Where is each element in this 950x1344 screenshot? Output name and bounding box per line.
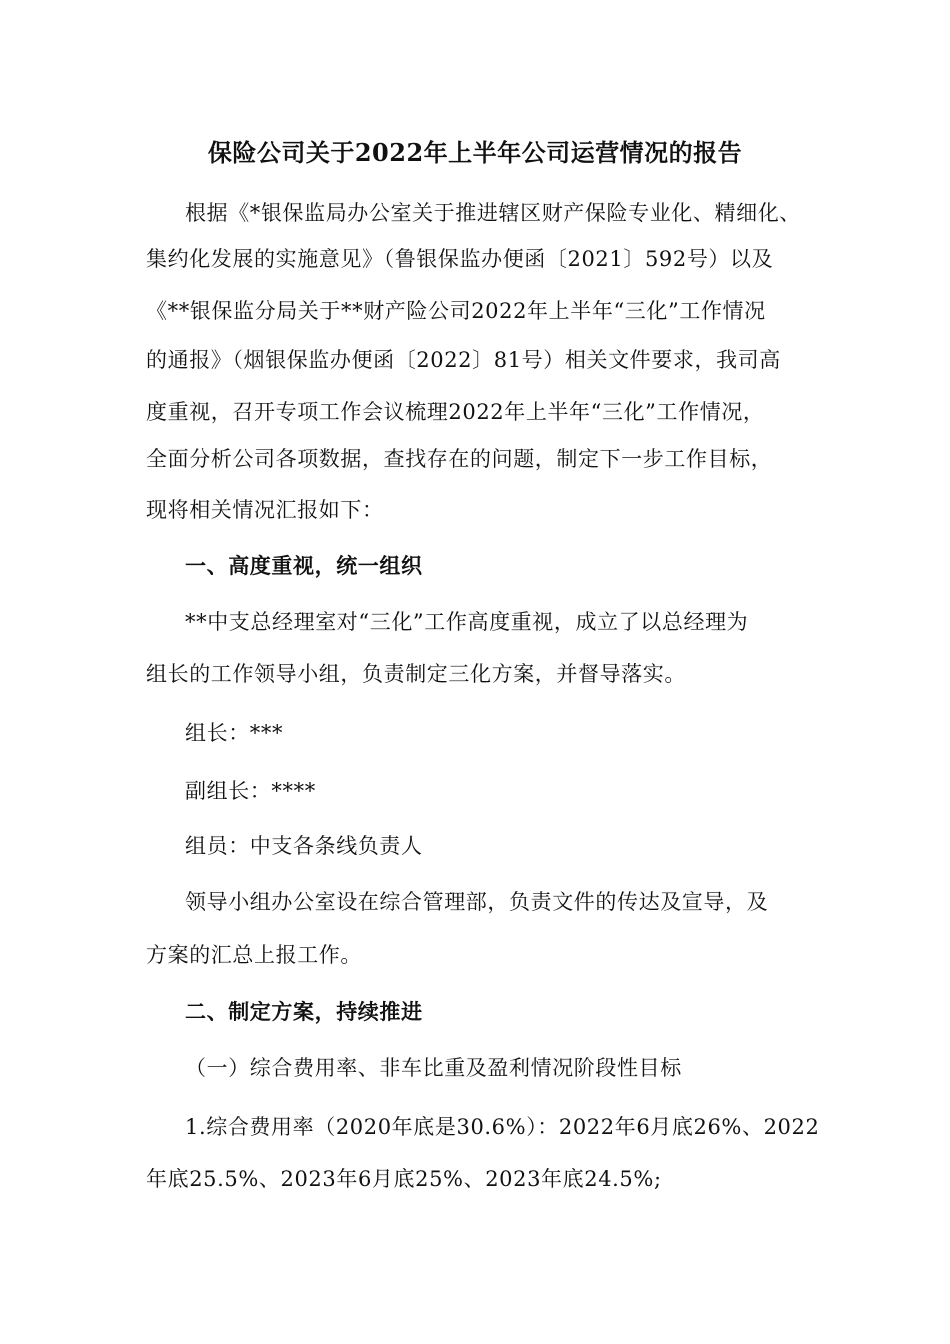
section-1-heading: 一、高度重视，统一组织 (185, 553, 423, 578)
intro-line-2: 集约化发展的实施意见》（鲁银保监办便函〔2021〕592号）以及 (146, 247, 774, 271)
section-2-heading: 二、制定方案，持续推进 (185, 999, 423, 1024)
intro-line-3: 《**银保监分局关于**财产险公司2022年上半年“三化”工作情况 (146, 299, 766, 323)
intro-line-7: 现将相关情况汇报如下： (146, 498, 384, 522)
intro-line-6: 全面分析公司各项数据，查找存在的问题，制定下一步工作目标， (146, 447, 773, 471)
intro-line-1: 根据《*银保监局办公室关于推进辖区财产保险专业化、精细化、 (185, 201, 801, 225)
section-2-subheading: （一）综合费用率、非车比重及盈利情况阶段性目标 (185, 1056, 682, 1080)
section-1-para-line-1: **中支总经理室对“三化”工作高度重视，成立了以总经理为 (185, 610, 749, 634)
office-line-1: 领导小组办公室设在综合管理部，负责文件的传达及宣导，及 (185, 890, 769, 914)
item-1-line-2: 年底25.5%、2023年6月底25%、2023年底24.5%; (146, 1167, 662, 1191)
intro-line-5: 度重视，召开专项工作会议梳理2022年上半年“三化”工作情况， (146, 400, 765, 424)
group-leader-line: 组长：*** (185, 721, 284, 745)
members-line: 组员：中支各条线负责人 (185, 834, 423, 858)
deputy-leader-line: 副组长：**** (185, 779, 316, 803)
section-1-para-line-2: 组长的工作领导小组，负责制定三化方案，并督导落实。 (146, 662, 686, 686)
intro-line-4: 的通报》（烟银保监办便函〔2022〕81号）相关文件要求，我司高 (146, 348, 781, 372)
item-1-line-1: 1.综合费用率（2020年底是30.6%）：2022年6月底26%、2022 (185, 1115, 820, 1139)
office-line-2: 方案的汇总上报工作。 (146, 943, 362, 967)
document-title: 保险公司关于2022年上半年公司运营情况的报告 (207, 138, 743, 167)
